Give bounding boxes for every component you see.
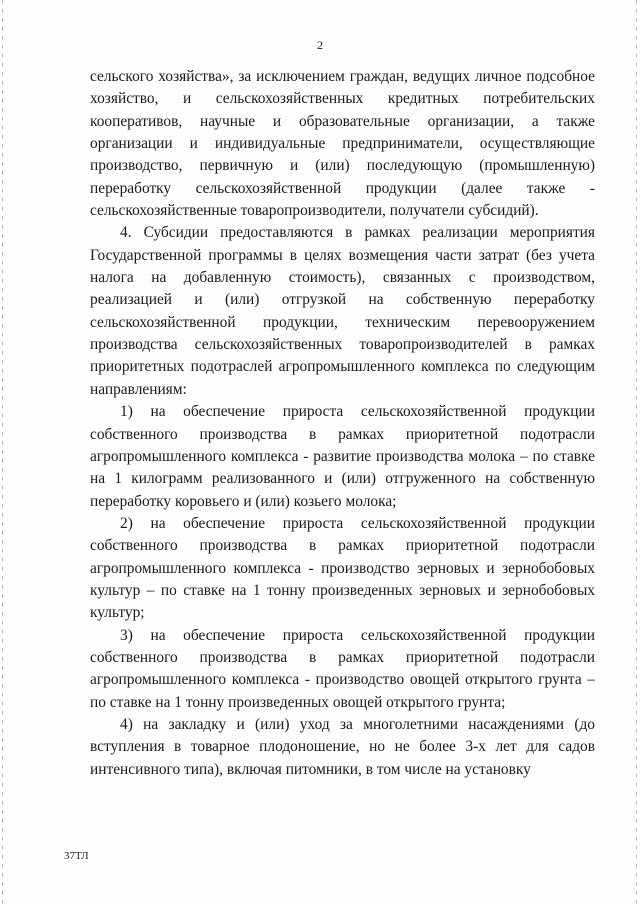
paragraph-continuation: сельского хозяйства», за исключением граждан, ведущих личное подсобное хозяйство, и сельскохозяйственных кредитных потребительских кооперативов, научные и образовательные организации, а также организации и индивидуальные предприниматели, осуществляющие производство, первичную и (или) последующую (промышленную) переработку сельскохозяйственной продукции (далее также - сельскохозяйственные товаропроизводители, получатели субсидий). — [90, 68, 595, 220]
paragraph-item-4: 4. Субсидии предоставляются в рамках реализации мероприятия Государственной программы в целях возмещения части затрат (без учета налога на добавленную стоимость), связанных с производством, реализацией и (или) отгрузкой на собственную переработку сельскохозяйственной продукции, техническим перевооружением производства сельскохозяйственных товаропроизводителей в рамках приоритетных подотраслей агропромышленного комплекса по следующим направлениям: — [90, 224, 595, 398]
paragraph-subitem-4: 4) на закладку и (или) уход за многолетними насаждениями (до вступления в товарное плодоношение, но не более 3-х лет для садов интенсивного типа), включая питомники, в том числе на установку — [90, 715, 595, 778]
scan-edge-right — [636, 0, 637, 905]
scan-edge-left — [2, 0, 3, 905]
paragraph-subitem-2: 2) на обеспечение прироста сельскохозяйственной продукции собственного производства в рамках приоритетной подотрасли агропромышленного комплекса - производство зерновых и зернобобовых культур – по ставке на 1 тонну произведенных зерновых и зернобобовых культур; — [90, 514, 595, 622]
paragraph-subitem-1: 1) на обеспечение прироста сельскохозяйственной продукции собственного производства в рамках приоритетной подотрасли агропромышленного комплекса - развитие производства молока – по ставке на 1 килограмм реализованного и (или) отгруженного на собственную переработку коровьего и (или) козьего молока; — [90, 403, 595, 510]
paragraph-subitem-3: 3) на обеспечение прироста сельскохозяйственной продукции собственного производства в рамках приоритетной подотрасли агропромышленного комплекса - производство овощей открытого грунта – по ставке на 1 тонну произведенных овощей открытого грунта; — [90, 626, 595, 711]
footer-document-code: 37ТЛ — [64, 850, 89, 862]
page-number: 2 — [317, 38, 323, 52]
document-body — [90, 66, 595, 781]
